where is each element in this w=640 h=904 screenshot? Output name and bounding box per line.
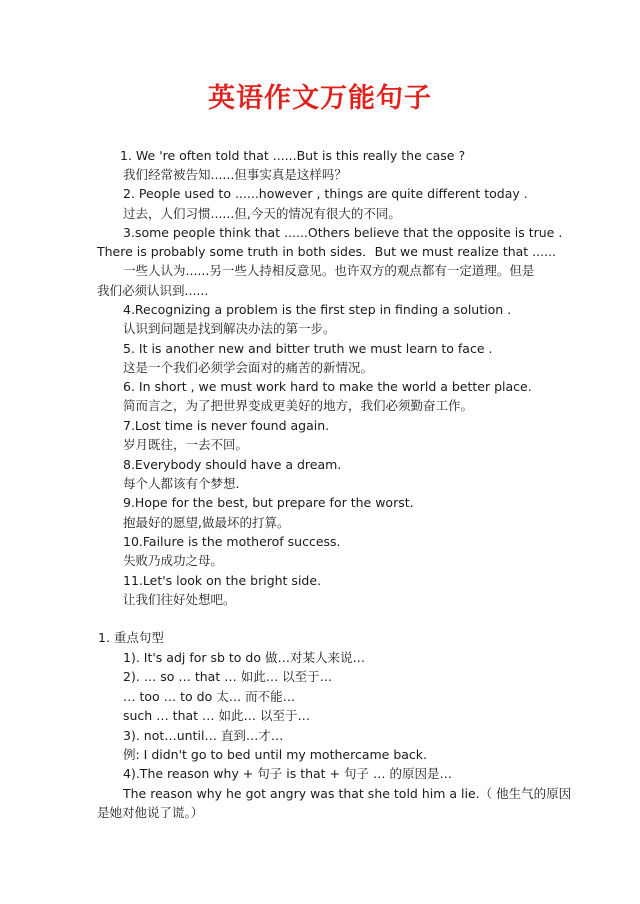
sentence-line: 过去，人们习惯......但,今天的情况有很大的不同。: [123, 206, 401, 221]
pattern-line: The reason why he got angry was that she told him a lie.（ 他生气的原因: [123, 786, 572, 801]
sentence-line: 失败乃成功之母。: [123, 553, 224, 568]
page-title: 英语作文万能句子: [208, 83, 432, 114]
sentence-line: 11.Let's look on the bright side.: [123, 573, 322, 588]
pattern-line: 1). It's adj for sb to do 做…对某人来说…: [123, 650, 365, 665]
sentence-line: There is probably some truth in both sides．But we must realize that ......: [97, 244, 557, 259]
sentence-line: 让我们往好处想吧。: [123, 592, 236, 607]
sentence-line: 8.Everybody should have a dream.: [123, 457, 342, 472]
sentence-line: 我们必须认识到......: [97, 283, 209, 298]
sentence-line: 抱最好的愿望,做最坏的打算。: [123, 515, 290, 530]
sentence-line: 7.Lost time is never found again.: [123, 418, 330, 433]
sentence-line: 认识到问题是找到解决办法的第一步。: [123, 321, 336, 336]
sentence-line: 简而言之，为了把世界变成更美好的地方，我们必须勤奋工作。: [123, 398, 474, 413]
sentence-line: 这是一个我们必须学会面对的痛苦的新情况。: [123, 360, 374, 375]
pattern-line: … too … to do 太… 而不能…: [123, 689, 296, 704]
sentence-line: 一些人认为......另一些人持相反意见。也许双方的观点都有一定道理。但是: [123, 263, 535, 278]
sentence-line: 4.Recognizing a problem is the first step in finding a solution .: [123, 302, 512, 317]
sentence-line: 1. We 're often told that ......But is this really the case ?: [120, 148, 466, 163]
pattern-line: such … that … 如此… 以至于…: [123, 708, 310, 723]
section-heading: 1. 重点句型: [98, 630, 164, 645]
pattern-line: 2). … so … that … 如此… 以至于…: [123, 669, 333, 684]
sentence-line: 10.Failure is the motherof success.: [123, 534, 341, 549]
sentence-line: 2. People used to ......however , things are quite different today .: [123, 186, 528, 201]
sentence-line: 6. In short , we must work hard to make the world a better place.: [123, 379, 532, 394]
pattern-line: 例: I didn't go to bed until my mothercame back.: [123, 747, 427, 762]
pattern-line: 3). not…until… 直到…才…: [123, 728, 284, 743]
sentence-line: 3.some people think that ......Others believe that the opposite is true .: [123, 225, 563, 240]
pattern-line: 4).The reason why + 句子 is that + 句子 … 的原因是…: [123, 766, 452, 781]
sentence-line: 5. It is another new and bitter truth we must learn to face .: [123, 341, 493, 356]
sentence-line: 9.Hope for the best, but prepare for the worst.: [123, 495, 414, 510]
pattern-line: 是她对他说了谎。）: [97, 805, 204, 820]
sentence-line: 岁月既往，一去不回。: [123, 437, 249, 452]
sentence-line: 每个人都该有个梦想.: [123, 476, 240, 491]
sentence-line: 我们经常被告知......但事实真是这样吗？: [123, 167, 347, 182]
